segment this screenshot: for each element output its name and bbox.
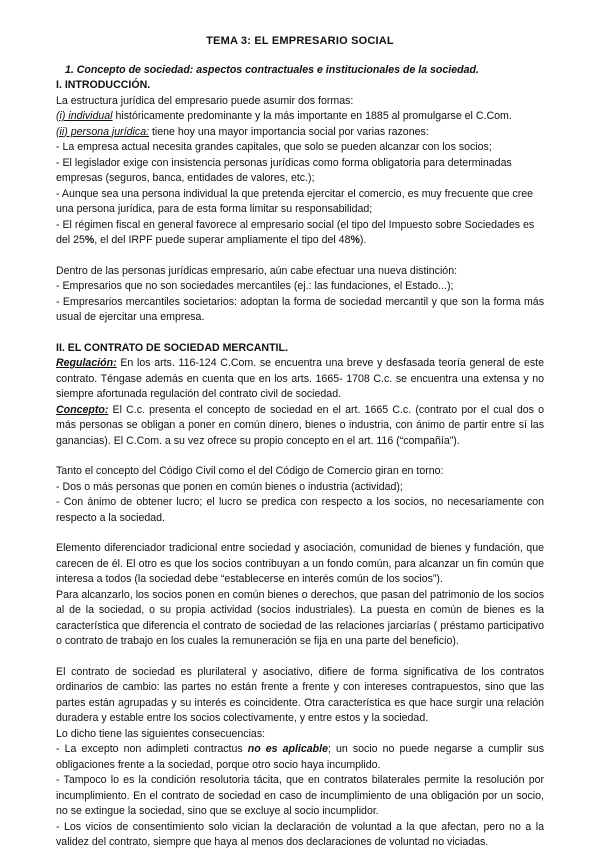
section-heading-contrato: II. EL CONTRATO DE SOCIEDAD MERCANTIL.: [56, 341, 288, 354]
consecuencia-resolutoria: - Tampoco lo es la condición resolutoria tácita, que en contratos bilaterales permite la resolución por incumplimiento. En el contrato de sociedad en caso de incumplimiento de una obligación por un socio, no se extingue la sociedad, sino que se excluye al socio incumplidor.: [56, 774, 544, 817]
giran-item-personas: - Dos o más personas que ponen en común bienes o industria (actividad);: [56, 480, 403, 493]
page-title: TEMA 3: EL EMPRESARIO SOCIAL: [206, 35, 394, 47]
subheading-introduccion: I. INTRODUCCIÓN.: [56, 79, 151, 91]
reason-fiscal: [56, 218, 544, 249]
paragraph-regulacion: [56, 356, 544, 403]
text-concepto: El C.c. presenta el concepto de sociedad en el art. 1665 C.c. (contrato por el cual dos o más personas se obligan a poner en común dinero, bienes o industria, con ánimo de partir entre sí las ganancias). El C.Com. a su vez ofrece su propio concepto en el art. 116 (“compañía”).: [56, 403, 544, 447]
reason-fiscal-pct1: %: [84, 234, 95, 246]
text-regulacion: En los arts. 116-124 C.Com. se encuentra una breve y desfasada teoría general de este contrato. Téngase además en cuenta que en los arts. 1665- 1708 C.c. se encuentra una extensa y no siempre afortunada regulación del contrato civil de sociedad.: [56, 357, 544, 400]
paragraph-distincion: Dentro de las personas jurídicas empresario, aún cabe efectuar una nueva distinción:: [56, 264, 458, 277]
exceptio-a: - La excepto non adimpleti contractus: [56, 743, 248, 755]
list-item-persona-juridica: [56, 125, 544, 141]
item-text-individual: históricamente predominante y la más importante en 1885 al promulgarse el C.Com.: [112, 110, 512, 122]
section-heading-concepto: 1. Concepto de sociedad: aspectos contractuales e institucionales de la sociedad.: [65, 63, 479, 76]
exceptio-c: ; un socio no puede negarse a cumplir sus obligaciones frente a la sociedad, porque otro socio haya incumplido.: [56, 743, 544, 771]
exceptio-no-aplicable: no es aplicable: [247, 743, 328, 755]
reason-fiscal-c: ).: [359, 234, 367, 246]
distincion-no-mercantiles: - Empresarios que no son sociedades mercantiles (ej.: las fundaciones, el Estado...);: [56, 280, 454, 292]
reason-responsabilidad: - Aunque sea una persona individual la que pretenda ejercitar el comercio, es muy frecuente que cree una persona jurídica, para de esta forma limitar su responsabilidad;: [56, 187, 534, 215]
list-item-individual: [56, 109, 544, 125]
reason-fiscal-pct2: %: [350, 234, 360, 246]
distincion-mercantiles: - Empresarios mercantiles societarios: adoptan la forma de sociedad mercantil y que son la forma más usual de ejercitar una empresa.: [56, 295, 544, 323]
item-label-individual: (i) individual: [56, 110, 113, 122]
reason-legislador: - El legislador exige con insistencia personas jurídicas como forma obligatoria para determinadas empresas (seguros, banca, entidades de valores, etc.);: [56, 156, 512, 184]
giran-item-lucro: - Con ánimo de obtener lucro; el lucro se predica con respecto a los socios, no necesariamente con respecto a la sociedad.: [56, 496, 544, 524]
paragraph-giran: Tanto el concepto del Código Civil como el del Código de Comercio giran en torno:: [56, 465, 444, 477]
paragraph-concepto: [56, 403, 544, 450]
reason-fiscal-a: - El régimen fiscal en general favorece al empresario social (el tipo del Impuesto sobre Sociedades es del 25: [56, 218, 535, 246]
item-text-persona-juridica: tiene hoy una mayor importancia social por varias razones:: [149, 125, 429, 138]
reason-capitales: - La empresa actual necesita grandes capitales, que solo se pueden alcanzar con los socios;: [56, 141, 492, 153]
item-label-persona-juridica: (ii) persona jurídica:: [56, 125, 150, 138]
consecuencia-vicios: - Los vicios de consentimiento solo vician la declaración de voluntad a la que afectan, pero no a la validez del contrato, siempre que haya al menos dos declaraciones de voluntad no viciadas.: [56, 820, 544, 848]
paragraph-consecuencias: Lo dicho tiene las siguientes consecuencias:: [56, 727, 266, 740]
label-concepto: Concepto:: [56, 403, 109, 416]
paragraph-forms: La estructura jurídica del empresario puede asumir dos formas:: [56, 94, 354, 107]
label-regulacion: Regulación:: [56, 357, 117, 369]
paragraph-plurilateral: El contrato de sociedad es plurilateral y asociativo, difiere de forma significativa de los contratos ordinarios de cambio: las partes no están frente a frente y con intereses contrapuestos, sino que las partes están agrupadas y su interés es coincidente. Otra característica es que hace surgir una relación duradera y estable entre los socios colectivamente, y entre estos y la sociedad.: [56, 665, 544, 724]
paragraph-elemento: Elemento diferenciador tradicional entre sociedad y asociación, comunidad de bienes y fundación, que carecen de él. El otro es que los socios contribuyan a un fondo común, para alcanzar un fin común que interesa a todos (la sociedad debe “establecerse en interés común de los socios”).: [56, 542, 544, 585]
consecuencia-exceptio: [56, 742, 544, 773]
reason-fiscal-b: , el del IRPF puede superar ampliamente el tipo del 48: [94, 234, 351, 246]
paragraph-alcanzarlo: Para alcanzarlo, los socios ponen en común bienes o derechos, que pasan del patrimonio de los socios al de la sociedad, o su propia actividad (socios industriales). La puesta en común de bienes es la característica que diferencia el contrato de sociedad de las relaciones jarciarías ( préstamo participativo o contrato de trabajo en los cuales la remuneración se fija en una parte del beneficio).: [56, 588, 544, 647]
